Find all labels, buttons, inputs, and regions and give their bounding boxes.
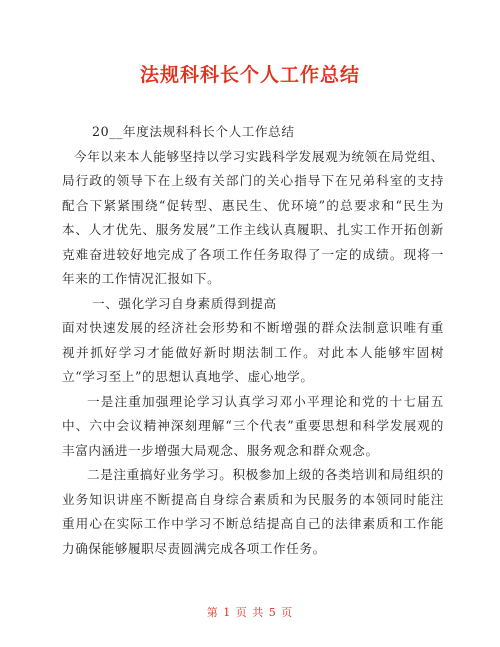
document-subtitle: 20__年度法规科科长个人工作总结	[92, 124, 295, 139]
paragraph-theory: 一是注重加强理论学习认真学习邓小平理论和党的十七届五中、六中会议精神深刻理解“三个代表”重要思想和科学发展观的丰富内涵进一步增强大局观念、服务观念和群众观念。	[62, 393, 444, 458]
paragraph-intro: 今年以来本人能够坚持以学习实践科学发展观为统领在局党组、局行政的领导下在上级有关部门的关心指导下在兄弟科室的支持配合下紧紧围绕“促转型、惠民生、优环境”的总要求和“民生为本、人才优先、服务发展”工作主线认真履职、扎实工作开拓创新克难奋进较好地完成了各项工作任务取得了一定的成绩。现将一年来的工作情况汇报如下。	[62, 148, 444, 286]
paragraph-business: 二是注重搞好业务学习。积极参加上级的各类培训和局组织的业务知识讲座不断提高自身综合素质和为民服务的本领同时能注重用心在实际工作中学习不断总结提高自己的法律素质和工作能力确保能够履职尽责圆满完成各项工作任务。	[62, 467, 444, 556]
paragraph-learning: 面对快速发展的经济社会形势和不断增强的群众法制意识唯有重视并抓好学习才能做好新时期法制工作。对此本人能够牢固树立“学习至上”的思想认真地学、虚心地学。	[62, 320, 444, 384]
page-number-footer: 第 1 页 共 5 页	[206, 606, 294, 619]
document-title: 法规科科长个人工作总结	[139, 64, 360, 86]
document-body	[62, 120, 444, 561]
section-heading-1: 一、强化学习自身素质得到提高	[92, 295, 277, 311]
